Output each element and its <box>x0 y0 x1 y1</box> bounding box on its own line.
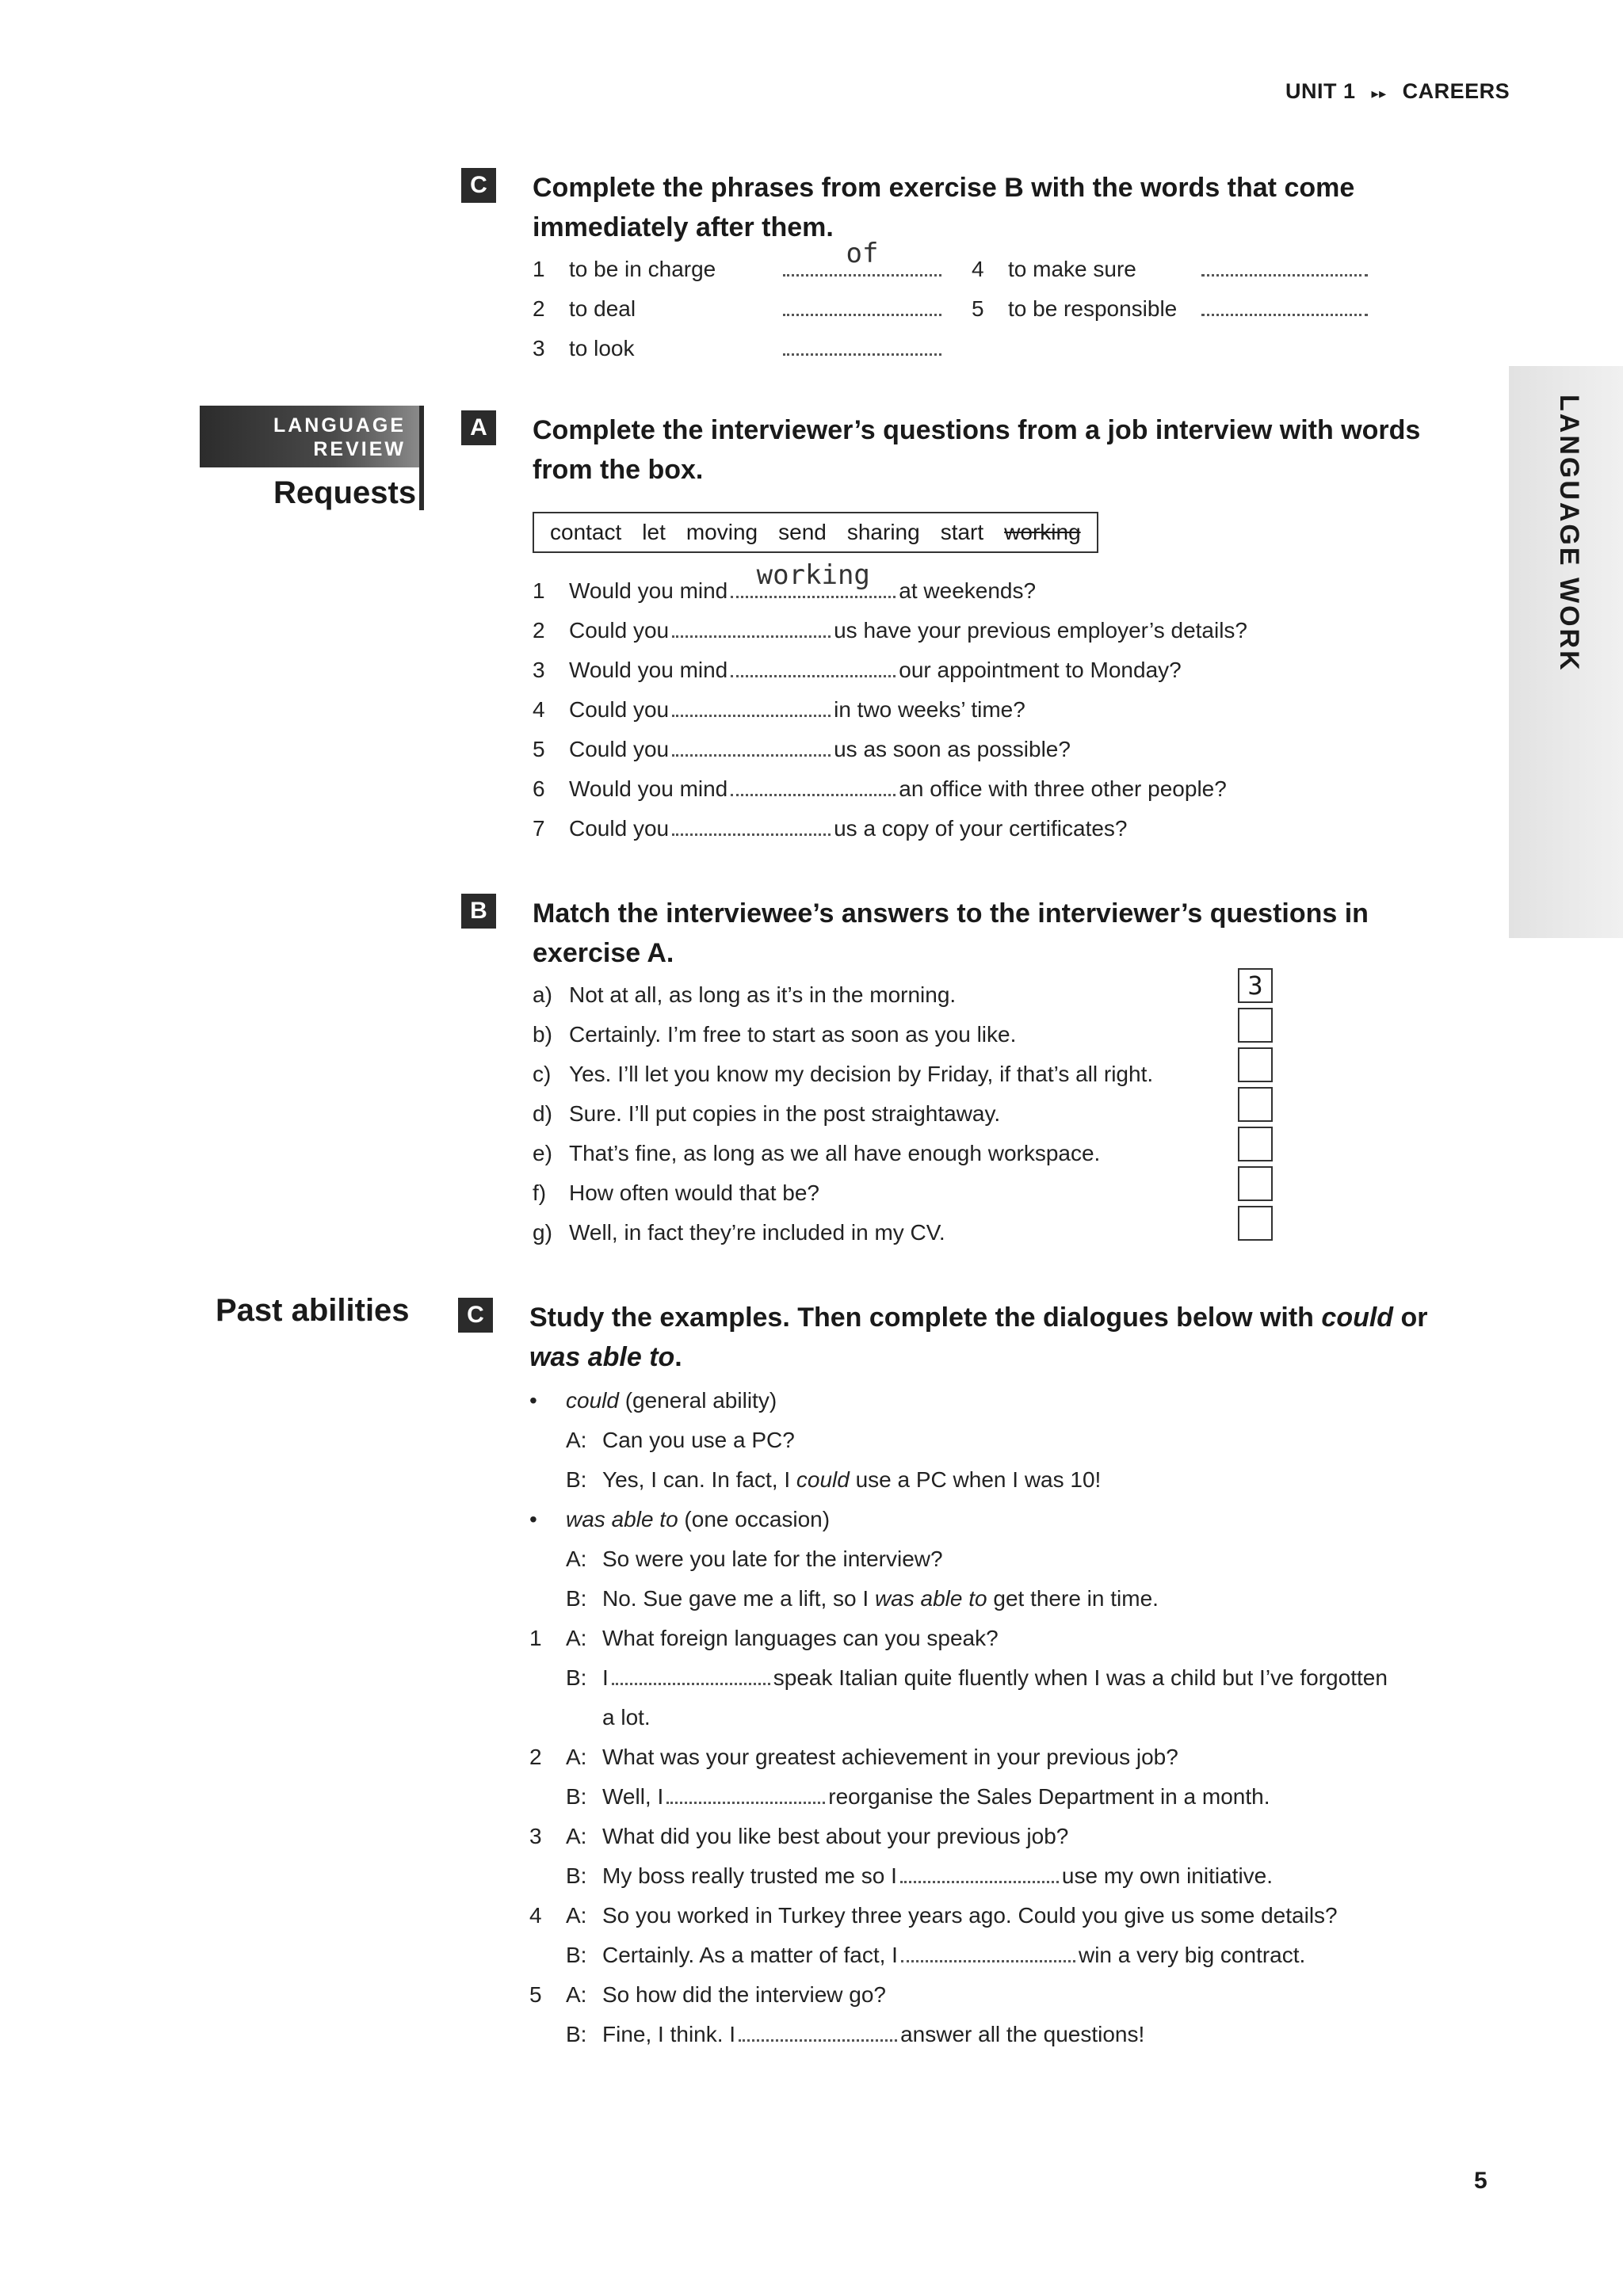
answer-blank[interactable] <box>901 1943 1075 1962</box>
item-number: 6 <box>533 776 545 801</box>
answer-blank[interactable] <box>672 697 831 717</box>
side-tab <box>1509 366 1623 938</box>
example-bullet <box>529 1504 830 1535</box>
item-letter: g) <box>533 1220 552 1245</box>
speaker-label: B: <box>566 2022 587 2046</box>
word-option: moving <box>685 520 758 544</box>
word-option: send <box>778 520 827 544</box>
example-text: Yes, I can. In fact, I <box>602 1467 796 1492</box>
item-number: 1 <box>529 1626 542 1650</box>
handwritten-answer: of <box>846 238 879 269</box>
item-number: 3 <box>533 658 545 682</box>
speaker-label: A: <box>566 1547 587 1571</box>
answer-text: Not at all, as long as it’s in the morning. <box>569 982 957 1007</box>
word-option: contact <box>550 520 622 544</box>
item-number: 2 <box>529 1745 542 1769</box>
answer-item <box>533 1138 1100 1169</box>
heading-line: Complete the phrases from exercise B with the words that come <box>533 173 1355 203</box>
answer-blank[interactable] <box>672 737 831 757</box>
item-number: 4 <box>533 697 545 722</box>
item-number: 5 <box>529 1982 542 2007</box>
heading-italic: was able to <box>529 1342 675 1372</box>
speaker-label: A: <box>566 1626 587 1650</box>
phrase-text: to deal <box>569 296 636 321</box>
speaker-label: A: <box>566 1982 587 2007</box>
example-line <box>566 1583 1159 1615</box>
answer-item <box>533 1177 819 1209</box>
answer-blank[interactable] <box>900 1863 1059 1883</box>
match-box[interactable] <box>1238 1008 1273 1043</box>
item-letter: d) <box>533 1101 552 1126</box>
heading-text: or <box>1393 1302 1428 1333</box>
answer-blank[interactable] <box>612 1665 770 1685</box>
answer-text: That’s fine, as long as we all have enough workspace. <box>569 1141 1101 1165</box>
exercise-c1-heading <box>533 168 1354 247</box>
dialogue-text: So how did the interview go? <box>602 1982 886 2007</box>
answer-item <box>533 1058 1153 1090</box>
example-text: use a PC when I was 10! <box>849 1467 1102 1492</box>
topic-requests: Requests <box>273 475 417 510</box>
heading-line: exercise A. <box>533 938 674 968</box>
language-review-line: LANGUAGE <box>273 414 406 437</box>
dialogue-text: use my own initiative. <box>1061 1863 1274 1888</box>
answer-text: Sure. I’ll put copies in the post straightaway. <box>569 1101 1001 1126</box>
running-header <box>1285 79 1510 104</box>
exercise-badge-a: A <box>461 410 496 445</box>
heading-line: from the box. <box>533 455 704 485</box>
question-start: Would you mind <box>569 578 728 603</box>
word-option: let <box>642 520 666 544</box>
heading-line <box>529 1298 1428 1337</box>
answer-blank[interactable] <box>672 618 831 638</box>
dialogue-line <box>529 1741 1178 1773</box>
example-italic: could <box>796 1467 850 1492</box>
speaker-label: A: <box>566 1428 587 1452</box>
dialogue-line <box>529 1900 1338 1932</box>
question-end: our appointment to Monday? <box>899 658 1182 682</box>
item-number: 4 <box>972 257 984 281</box>
answer-blank[interactable] <box>666 1784 825 1804</box>
item-number: 1 <box>533 578 545 603</box>
question-start: Could you <box>569 737 670 761</box>
heading-line <box>529 1337 1428 1377</box>
item-number: 5 <box>972 296 984 321</box>
example-term: was able to <box>566 1507 678 1531</box>
question-start: Could you <box>569 697 670 722</box>
heading-text: . <box>674 1342 682 1372</box>
heading-italic: could <box>1321 1302 1394 1333</box>
answer-blank[interactable] <box>1201 296 1368 316</box>
dialogue-line <box>529 1821 1068 1852</box>
item-letter: a) <box>533 982 552 1007</box>
dialogue-text: Well, I <box>602 1784 664 1809</box>
example-line <box>566 1543 943 1575</box>
item-letter: c) <box>533 1062 552 1086</box>
word-option: sharing <box>846 520 920 544</box>
answer-blank[interactable] <box>731 559 896 598</box>
header-arrow-icon: ▸▸ <box>1371 86 1387 101</box>
heading-line: immediately after them. <box>533 212 834 242</box>
dialogue-line <box>602 1702 651 1733</box>
speaker-label: A: <box>566 1824 587 1848</box>
item-number: 2 <box>533 618 545 643</box>
match-box[interactable] <box>1238 1206 1273 1241</box>
question-end: at weekends? <box>899 578 1037 603</box>
item-number: 2 <box>533 296 545 321</box>
unit-label: UNIT 1 <box>1285 79 1356 103</box>
dialogue-text: What did you like best about your previous job? <box>602 1824 1069 1848</box>
handwritten-answer: working <box>756 559 870 591</box>
exercise-b-heading <box>533 894 1369 973</box>
word-option: start <box>940 520 984 544</box>
bullet-icon: • <box>529 1507 537 1531</box>
match-box[interactable] <box>1238 1087 1273 1122</box>
question-item <box>533 734 1071 765</box>
answer-blank[interactable] <box>731 776 896 796</box>
dialogue-text: Fine, I think. I <box>602 2022 736 2046</box>
example-desc: (one occasion) <box>678 1507 831 1531</box>
answer-item <box>533 1217 945 1249</box>
speaker-label: B: <box>566 1586 587 1611</box>
example-italic: was able to <box>874 1586 987 1611</box>
language-review-box <box>200 406 423 467</box>
dialogue-text: speak Italian quite fluently when I was a child but I’ve forgotten <box>773 1665 1388 1690</box>
speaker-label: B: <box>566 1943 587 1967</box>
speaker-label: B: <box>566 1467 587 1492</box>
item-letter: f) <box>533 1180 547 1205</box>
question-item <box>533 813 1128 845</box>
speaker-label: A: <box>566 1903 587 1928</box>
dialogue-line <box>566 1781 1270 1813</box>
answer-text: Certainly. I’m free to start as soon as you like. <box>569 1022 1017 1047</box>
answer-blank[interactable] <box>783 336 941 356</box>
dialogue-text: My boss really trusted me so I <box>602 1863 897 1888</box>
item-number: 3 <box>529 1824 542 1848</box>
answer-blank[interactable] <box>731 658 896 677</box>
answer-blank[interactable] <box>672 816 831 836</box>
question-item <box>533 559 1037 607</box>
question-start: Would you mind <box>569 776 728 801</box>
example-text: get there in time. <box>987 1586 1159 1611</box>
question-start: Would you mind <box>569 658 728 682</box>
exercise-badge-b: B <box>461 894 496 929</box>
question-item <box>533 773 1227 805</box>
answer-text: Yes. I’ll let you know my decision by Friday, if that’s all right. <box>569 1062 1154 1086</box>
speaker-label: B: <box>566 1863 587 1888</box>
question-item <box>533 694 1025 726</box>
item-number: 7 <box>533 816 545 841</box>
dialogue-text: win a very big contract. <box>1078 1943 1306 1967</box>
word-box <box>533 512 1098 553</box>
question-start: Could you <box>569 618 670 643</box>
section-label: CAREERS <box>1402 79 1510 103</box>
answer-blank[interactable] <box>783 296 941 316</box>
exercise-badge-c1: C <box>461 168 496 203</box>
example-bullet <box>529 1385 777 1417</box>
dialogue-line <box>566 1939 1305 1971</box>
word-option-used: working <box>1004 520 1081 544</box>
example-line <box>566 1464 1101 1496</box>
question-end: us have your previous employer’s details? <box>834 618 1248 643</box>
phrase-text: to be in charge <box>569 257 716 281</box>
answer-item <box>533 979 956 1011</box>
dialogue-text: Certainly. As a matter of fact, I <box>602 1943 898 1967</box>
dialogue-text: What foreign languages can you speak? <box>602 1626 999 1650</box>
phrase-item <box>533 333 945 364</box>
question-end: an office with three other people? <box>899 776 1227 801</box>
question-end: us a copy of your certificates? <box>834 816 1128 841</box>
heading-line: Match the interviewee’s answers to the interviewer’s questions in <box>533 898 1369 929</box>
answer-item <box>533 1019 1016 1051</box>
item-number: 4 <box>529 1903 542 1928</box>
dialogue-line <box>566 1860 1273 1892</box>
example-text: No. Sue gave me a lift, so I <box>602 1586 875 1611</box>
answer-item <box>533 1098 1000 1130</box>
item-letter: e) <box>533 1141 552 1165</box>
item-number: 5 <box>533 737 545 761</box>
dialogue-text: a lot. <box>602 1705 651 1730</box>
phrase-text: to be responsible <box>1008 296 1178 321</box>
exercise-c2-heading <box>529 1298 1428 1377</box>
question-end: in two weeks’ time? <box>834 697 1025 722</box>
exercise-a-heading <box>533 410 1420 490</box>
exercise-badge-c2: C <box>458 1298 493 1333</box>
answer-blank[interactable] <box>1201 257 1368 277</box>
answer-text: Well, in fact they’re included in my CV. <box>569 1220 945 1245</box>
dialogue-text: So you worked in Turkey three years ago. Could you give us some details? <box>602 1903 1338 1928</box>
dialogue-line <box>529 1979 886 2011</box>
answer-text: How often would that be? <box>569 1180 819 1205</box>
speaker-label: B: <box>566 1784 587 1809</box>
dialogue-line <box>566 1662 1388 1694</box>
phrase-item <box>972 254 1371 285</box>
example-line <box>566 1425 795 1456</box>
page-number: 5 <box>1474 2168 1487 2194</box>
phrase-text: to make sure <box>1008 257 1136 281</box>
topic-past-abilities: Past abilities <box>216 1293 410 1328</box>
language-review-rule <box>419 406 424 510</box>
speaker-label: B: <box>566 1665 587 1690</box>
dialogue-text: What was your greatest achievement in your previous job? <box>602 1745 1178 1769</box>
item-number: 3 <box>533 336 545 360</box>
match-box[interactable] <box>1238 1047 1273 1082</box>
dialogue-text: I <box>602 1665 609 1690</box>
question-item <box>533 654 1182 686</box>
answer-blank[interactable] <box>783 238 941 277</box>
language-review-line: REVIEW <box>313 438 406 460</box>
phrase-item <box>972 293 1371 325</box>
example-text: So were you late for the interview? <box>602 1547 943 1571</box>
dialogue-line <box>529 1623 999 1654</box>
dialogue-text: reorganise the Sales Department in a month. <box>828 1784 1270 1809</box>
phrase-text: to look <box>569 336 635 360</box>
match-box[interactable]: 3 <box>1238 968 1273 1003</box>
question-start: Could you <box>569 816 670 841</box>
dialogue-text: answer all the questions! <box>900 2022 1145 2046</box>
item-number: 1 <box>533 257 545 281</box>
answer-blank[interactable] <box>739 2022 897 2042</box>
example-term: could <box>566 1388 619 1413</box>
example-text: Can you use a PC? <box>602 1428 795 1452</box>
dialogue-line <box>566 2019 1144 2050</box>
heading-line: Complete the interviewer’s questions from a job interview with words <box>533 415 1421 445</box>
match-box[interactable] <box>1238 1166 1273 1201</box>
question-item <box>533 615 1247 646</box>
phrase-item <box>533 238 945 285</box>
question-end: us as soon as possible? <box>834 737 1071 761</box>
item-letter: b) <box>533 1022 552 1047</box>
speaker-label: A: <box>566 1745 587 1769</box>
side-tab-label: LANGUAGE WORK <box>1554 395 1584 673</box>
example-desc: (general ability) <box>618 1388 777 1413</box>
heading-text: Study the examples. Then complete the dialogues below with <box>529 1302 1322 1333</box>
bullet-icon: • <box>529 1388 537 1413</box>
match-box[interactable] <box>1238 1127 1273 1161</box>
phrase-item <box>533 293 945 325</box>
